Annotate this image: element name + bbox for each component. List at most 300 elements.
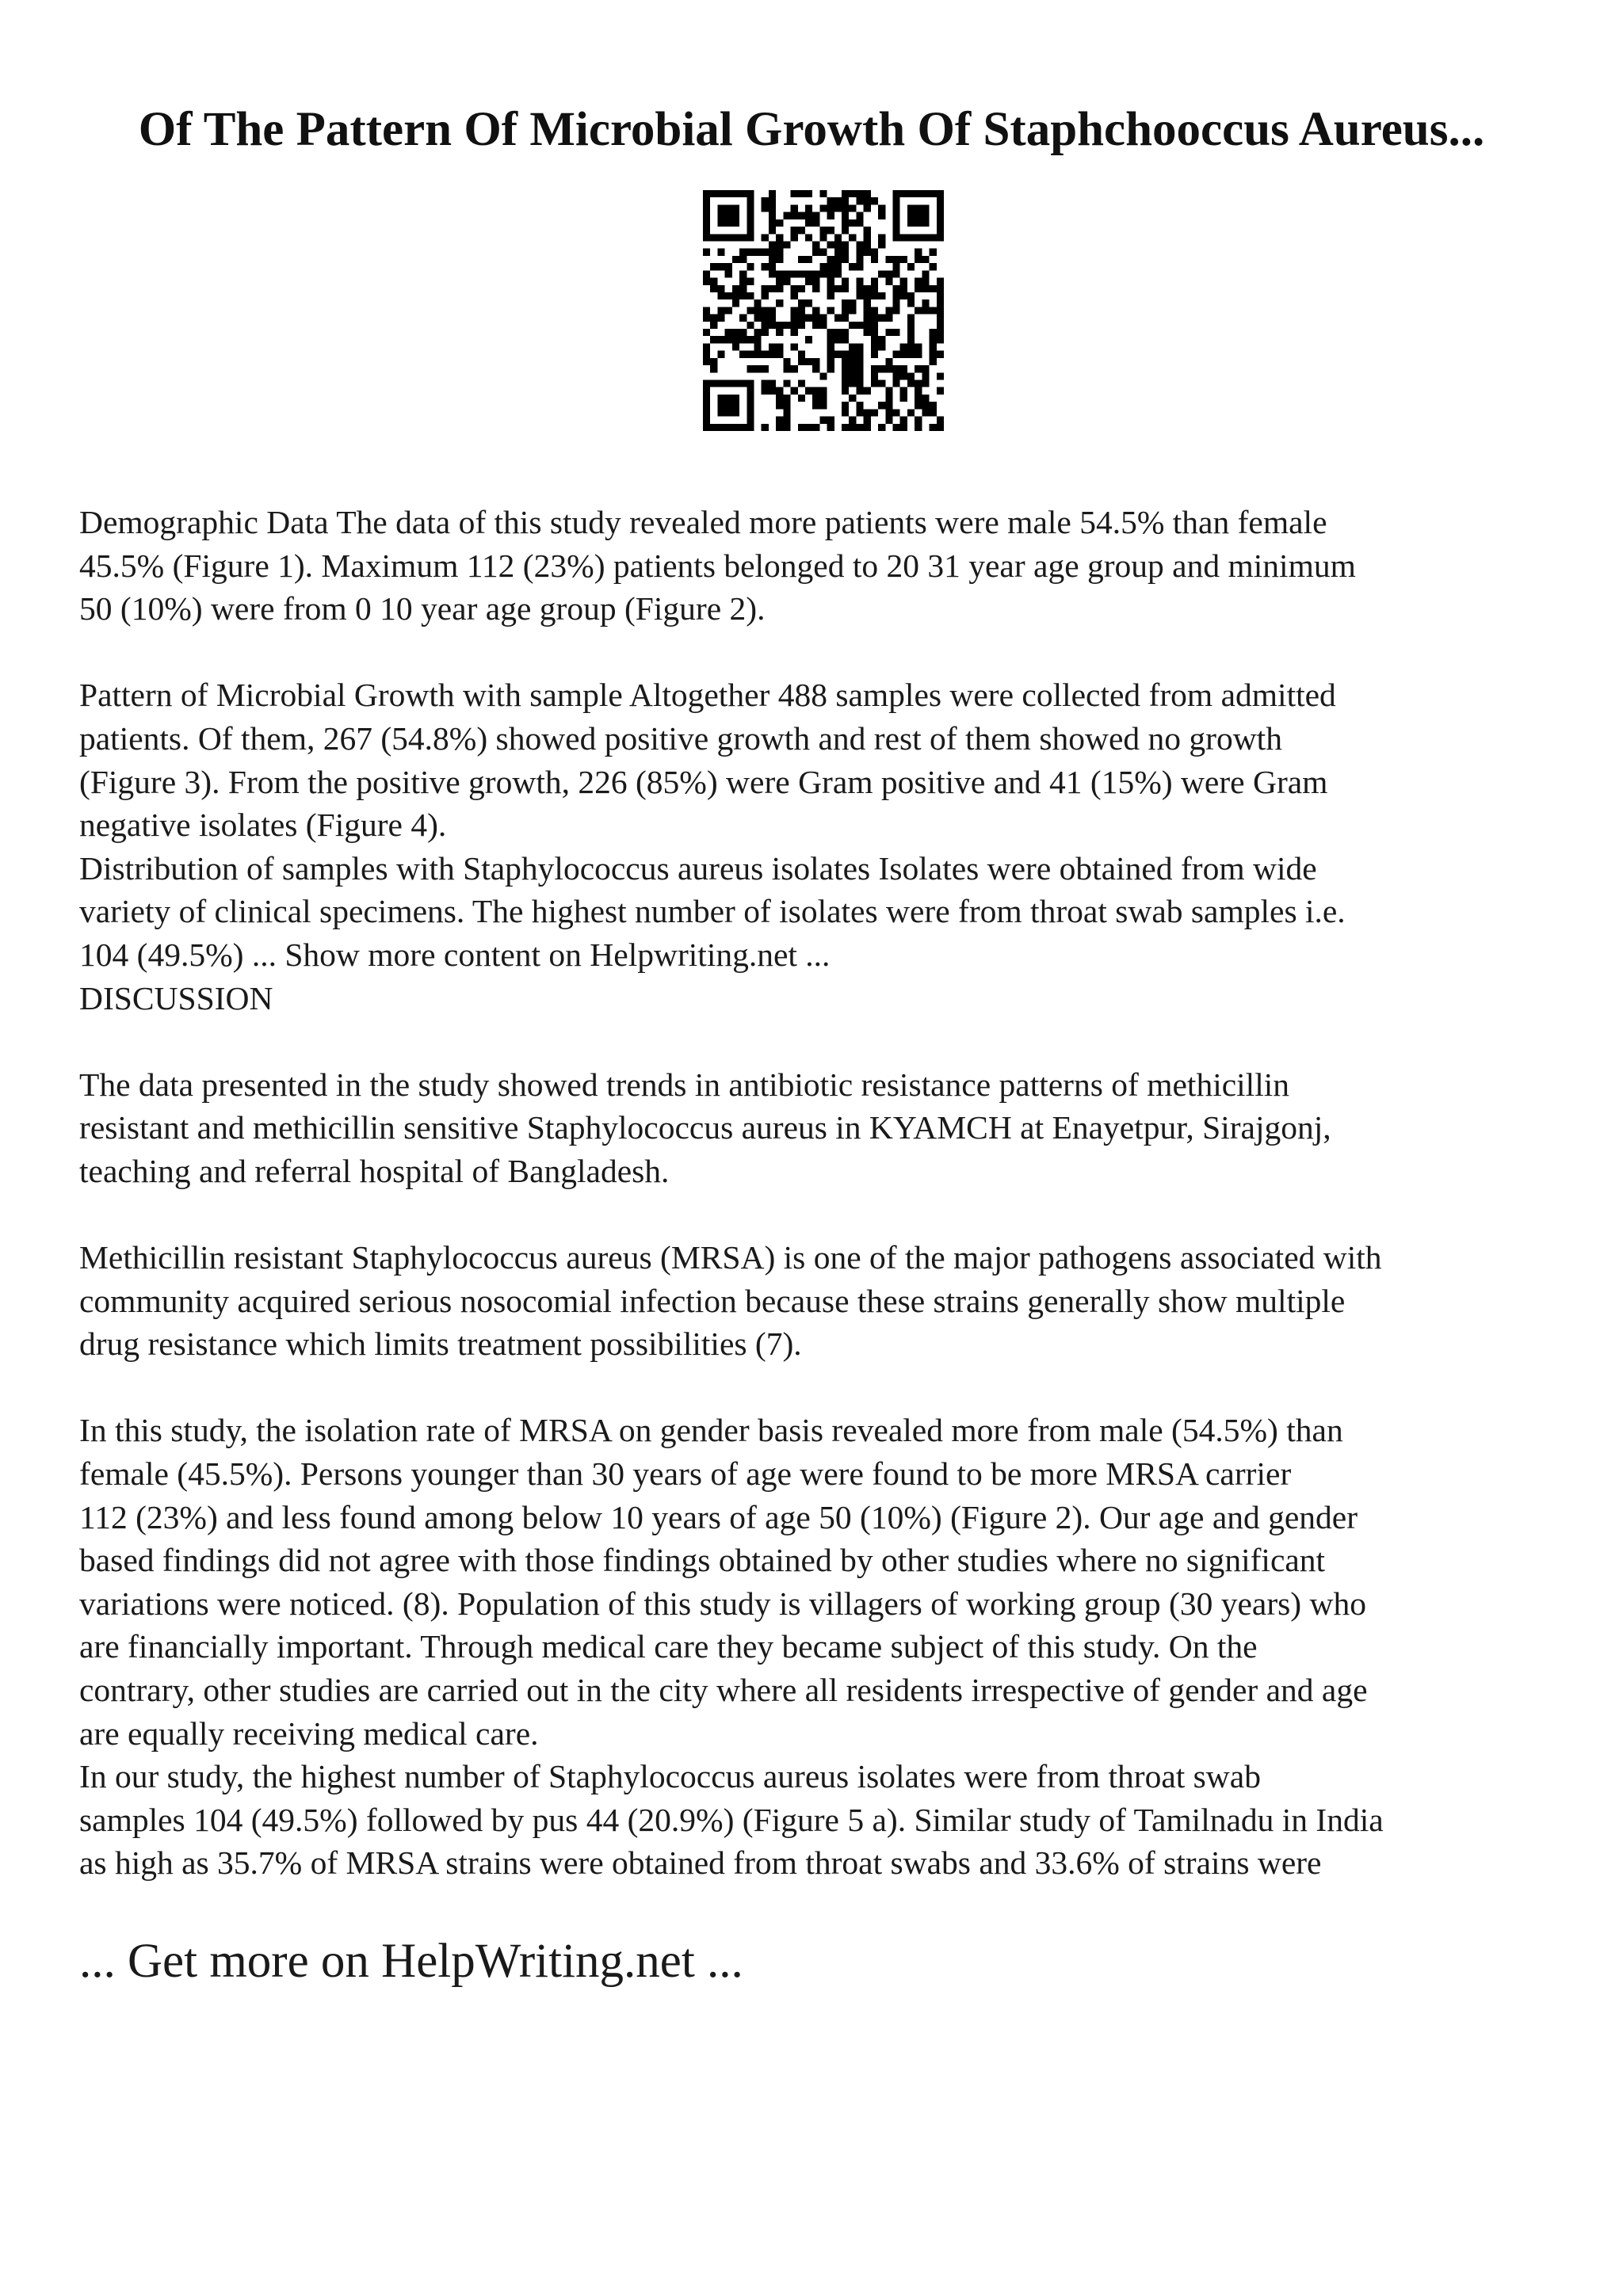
qr-module xyxy=(798,285,805,292)
qr-module xyxy=(842,409,849,416)
qr-module xyxy=(871,343,878,350)
qr-module xyxy=(819,322,827,329)
qr-module xyxy=(922,204,929,212)
qr-module xyxy=(732,256,739,263)
qr-module xyxy=(827,424,834,431)
qr-module xyxy=(922,285,929,292)
qr-module xyxy=(900,424,907,431)
paragraph-spacer xyxy=(79,1366,1553,1409)
qr-module xyxy=(739,351,747,358)
qr-module xyxy=(842,315,849,322)
qr-module xyxy=(937,204,944,212)
qr-module xyxy=(864,299,871,307)
qr-module xyxy=(849,204,856,212)
qr-module xyxy=(769,212,776,219)
qr-module xyxy=(915,387,922,395)
qr-module xyxy=(776,278,783,285)
qr-module xyxy=(798,351,805,358)
qr-module xyxy=(762,322,769,329)
qr-module xyxy=(747,395,754,402)
qr-module xyxy=(827,336,834,343)
qr-module xyxy=(819,204,827,212)
qr-module xyxy=(754,299,761,307)
qr-module xyxy=(747,212,754,219)
qr-module xyxy=(878,204,885,212)
qr-module xyxy=(776,270,783,277)
qr-module xyxy=(805,219,812,227)
qr-module xyxy=(732,204,739,212)
qr-module xyxy=(769,227,776,234)
qr-module xyxy=(725,380,732,387)
qr-module xyxy=(725,219,732,227)
qr-module xyxy=(762,263,769,270)
qr-module xyxy=(937,315,944,322)
qr-module xyxy=(893,256,900,263)
qr-module xyxy=(856,358,863,365)
qr-module xyxy=(812,270,819,277)
qr-module xyxy=(864,424,871,431)
qr-module xyxy=(754,351,761,358)
qr-module xyxy=(937,299,944,307)
qr-module xyxy=(856,197,863,204)
qr-module xyxy=(812,402,819,409)
qr-module xyxy=(827,365,834,372)
qr-module xyxy=(776,402,783,409)
qr-module xyxy=(717,212,724,219)
qr-module xyxy=(842,197,849,204)
qr-module xyxy=(930,343,937,350)
qr-module xyxy=(827,197,834,204)
qr-module xyxy=(754,329,761,336)
qr-module xyxy=(754,336,761,343)
qr-module xyxy=(805,336,812,343)
qr-module xyxy=(878,270,885,277)
qr-module xyxy=(900,387,907,395)
qr-module xyxy=(703,234,710,241)
qr-module xyxy=(827,343,834,350)
qr-module xyxy=(900,351,907,358)
qr-module xyxy=(798,380,805,387)
qr-module xyxy=(827,329,834,336)
qr-module xyxy=(915,219,922,227)
qr-module xyxy=(747,204,754,212)
qr-module xyxy=(812,424,819,431)
qr-module xyxy=(783,212,790,219)
qr-module xyxy=(827,241,834,248)
qr-module xyxy=(930,307,937,314)
qr-module xyxy=(812,278,819,285)
qr-module xyxy=(747,219,754,227)
qr-module xyxy=(798,307,805,314)
qr-module xyxy=(878,212,885,219)
qr-module xyxy=(725,402,732,409)
qr-module xyxy=(805,256,812,263)
qr-module xyxy=(856,263,863,270)
qr-module xyxy=(864,322,871,329)
qr-module xyxy=(893,285,900,292)
qr-module xyxy=(871,380,878,387)
qr-module xyxy=(849,307,856,314)
qr-module xyxy=(842,278,849,285)
qr-module xyxy=(930,336,937,343)
qr-module xyxy=(842,387,849,395)
qr-module xyxy=(732,234,739,241)
qr-module xyxy=(725,204,732,212)
qr-module xyxy=(842,307,849,314)
qr-module xyxy=(937,292,944,299)
qr-module xyxy=(812,358,819,365)
qr-module xyxy=(710,336,717,343)
qr-module xyxy=(732,409,739,416)
qr-module xyxy=(703,417,710,424)
qr-module xyxy=(725,234,732,241)
qr-module xyxy=(769,249,776,256)
qr-module xyxy=(769,351,776,358)
paragraph-throat-swab: In our study, the highest number of Staphylococcus aureus isolates were from throat swab samples 104 (49.5%) followed by pus 44 (20.9%) (Figure 5 a). Similar study of Tamilnadu in India as high as 35.7% of MRSA strains were obtained from throat swabs and 33.6% of strains were xyxy=(79,1758,1384,1882)
qr-module xyxy=(856,219,863,227)
qr-module xyxy=(703,204,710,212)
qr-module xyxy=(739,270,747,277)
qr-module xyxy=(878,241,885,248)
qr-module xyxy=(747,336,754,343)
qr-module xyxy=(703,409,710,416)
qr-module xyxy=(937,336,944,343)
qr-module xyxy=(856,409,863,416)
qr-module xyxy=(930,351,937,358)
qr-module xyxy=(710,278,717,285)
qr-module xyxy=(885,278,892,285)
qr-module xyxy=(798,315,805,322)
qr-module xyxy=(798,424,805,431)
qr-module xyxy=(791,234,798,241)
qr-module xyxy=(798,299,805,307)
qr-module xyxy=(812,315,819,322)
qr-module xyxy=(747,417,754,424)
qr-module xyxy=(937,329,944,336)
qr-module xyxy=(893,212,900,219)
qr-module xyxy=(893,307,900,314)
qr-module xyxy=(703,190,710,197)
qr-module xyxy=(769,307,776,314)
qr-module xyxy=(747,197,754,204)
paragraph-demographic-data: Demographic Data The data of this study revealed more patients were male 54.5% than female 45.5% (Figure 1). Maximum 112 (23%) patients belonged to 20 31 year age group and minimum 50 (10%) were from 0 10 year age group (Figure 2). xyxy=(79,504,1356,627)
qr-module xyxy=(900,256,907,263)
qr-module xyxy=(776,387,783,395)
qr-module xyxy=(717,263,724,270)
qr-module xyxy=(849,372,856,379)
qr-module xyxy=(834,351,842,358)
qr-module xyxy=(812,387,819,395)
paragraph-spacer xyxy=(79,631,1553,674)
qr-module xyxy=(930,358,937,365)
qr-module xyxy=(703,270,710,277)
qr-module xyxy=(827,263,834,270)
qr-module xyxy=(791,270,798,277)
qr-module xyxy=(856,402,863,409)
document-body xyxy=(79,501,1553,1885)
qr-module xyxy=(703,278,710,285)
qr-module xyxy=(864,409,871,416)
qr-module xyxy=(739,256,747,263)
qr-module xyxy=(842,204,849,212)
qr-module xyxy=(915,417,922,424)
qr-module xyxy=(739,424,747,431)
qr-module xyxy=(710,315,717,322)
qr-module xyxy=(798,190,805,197)
qr-module xyxy=(937,212,944,219)
qr-module xyxy=(893,190,900,197)
qr-module xyxy=(747,190,754,197)
qr-module xyxy=(819,315,827,322)
qr-module xyxy=(798,395,805,402)
qr-module xyxy=(842,241,849,248)
qr-module xyxy=(922,402,929,409)
qr-module xyxy=(856,241,863,248)
qr-module xyxy=(717,315,724,322)
qr-module xyxy=(849,219,856,227)
qr-module xyxy=(878,315,885,322)
qr-module xyxy=(739,278,747,285)
qr-module xyxy=(717,249,724,256)
qr-module xyxy=(791,343,798,350)
qr-module xyxy=(783,417,790,424)
qr-module xyxy=(754,307,761,314)
qr-module xyxy=(747,424,754,431)
qr-module xyxy=(885,417,892,424)
qr-module xyxy=(791,387,798,395)
qr-module xyxy=(885,387,892,395)
qr-module xyxy=(739,292,747,299)
qr-module xyxy=(827,227,834,234)
qr-module xyxy=(900,190,907,197)
qr-module xyxy=(937,387,944,395)
qr-module xyxy=(856,278,863,285)
qr-module xyxy=(937,197,944,204)
qr-module xyxy=(710,358,717,365)
qr-module xyxy=(842,351,849,358)
qr-module xyxy=(834,263,842,270)
qr-module xyxy=(776,285,783,292)
qr-module xyxy=(710,234,717,241)
qr-module xyxy=(871,285,878,292)
qr-module xyxy=(791,212,798,219)
qr-module xyxy=(717,380,724,387)
qr-module xyxy=(725,307,732,314)
qr-module xyxy=(871,292,878,299)
qr-module xyxy=(819,372,827,379)
qr-module xyxy=(717,336,724,343)
qr-module xyxy=(842,227,849,234)
qr-module xyxy=(805,387,812,395)
qr-module xyxy=(922,299,929,307)
qr-module xyxy=(769,343,776,350)
qr-module xyxy=(871,315,878,322)
qr-module xyxy=(871,249,878,256)
qr-module xyxy=(834,204,842,212)
qr-module xyxy=(842,380,849,387)
qr-module xyxy=(930,263,937,270)
qr-module xyxy=(907,190,915,197)
qr-module xyxy=(856,365,863,372)
qr-module xyxy=(762,292,769,299)
qr-module xyxy=(842,212,849,219)
qr-module xyxy=(769,204,776,212)
qr-module xyxy=(717,395,724,402)
qr-module xyxy=(849,234,856,241)
qr-module xyxy=(864,204,871,212)
qr-module xyxy=(915,249,922,256)
qr-module xyxy=(871,322,878,329)
qr-module xyxy=(703,315,710,322)
qr-module xyxy=(819,417,827,424)
qr-module xyxy=(747,365,754,372)
qr-module xyxy=(805,234,812,241)
qr-module xyxy=(900,285,907,292)
qr-module xyxy=(783,402,790,409)
qr-module xyxy=(864,417,871,424)
qr-module xyxy=(842,285,849,292)
qr-module xyxy=(798,270,805,277)
qr-module xyxy=(856,256,863,263)
qr-module xyxy=(791,329,798,336)
qr-module xyxy=(703,197,710,204)
qr-module xyxy=(849,351,856,358)
qr-module xyxy=(885,329,892,336)
qr-module xyxy=(885,395,892,402)
qr-module xyxy=(739,315,747,322)
qr-module xyxy=(937,190,944,197)
qr-module xyxy=(849,395,856,402)
qr-module xyxy=(922,365,929,372)
qr-module xyxy=(703,351,710,358)
paragraph-isolation-rate: In this study, the isolation rate of MRSA on gender basis revealed more from male (54.5%) than female (45.5%). Persons younger than 30 years of age were found to be more MRSA carrier 112 (23%) and less found among below 10 years of age 50 (10%) (Figure 2). Our age and gender based findings did not agree with those findings obtained by other studies where no significant variations were noticed. (8). Population of this study is villagers of working group (30 years) who are financially important. Through medical care they became subject of this study. On the contrary, other studies are carried out in the city where all residents irrespective of gender and age are equally receiving medical care. xyxy=(79,1412,1368,1752)
qr-module xyxy=(769,387,776,395)
qr-module xyxy=(871,372,878,379)
qr-module xyxy=(703,227,710,234)
qr-module xyxy=(762,204,769,212)
qr-module xyxy=(732,212,739,219)
qr-module xyxy=(922,256,929,263)
paragraph-mrsa-pathogen: Methicillin resistant Staphylococcus aureus (MRSA) is one of the major pathogens associated with community acquired serious nosocomial infection because these strains generally show multiple drug resistance which limits treatment possibilities (7). xyxy=(79,1239,1382,1363)
qr-module xyxy=(893,270,900,277)
qr-module xyxy=(703,329,710,336)
qr-module xyxy=(871,329,878,336)
qr-module xyxy=(930,190,937,197)
qr-module xyxy=(922,395,929,402)
qr-module xyxy=(769,197,776,204)
qr-module xyxy=(710,190,717,197)
qr-module xyxy=(893,197,900,204)
qr-module xyxy=(871,351,878,358)
qr-module xyxy=(805,190,812,197)
qr-module xyxy=(907,315,915,322)
qr-module xyxy=(856,292,863,299)
qr-code-icon[interactable] xyxy=(703,190,944,431)
qr-module xyxy=(762,249,769,256)
qr-module xyxy=(893,234,900,241)
qr-module xyxy=(930,409,937,416)
qr-module xyxy=(915,256,922,263)
qr-module xyxy=(703,307,710,314)
qr-module xyxy=(717,351,724,358)
qr-module xyxy=(893,292,900,299)
qr-module xyxy=(783,241,790,248)
qr-module xyxy=(703,380,710,387)
qr-module xyxy=(922,234,929,241)
qr-module xyxy=(710,365,717,372)
qr-module xyxy=(769,322,776,329)
qr-module xyxy=(732,292,739,299)
qr-module xyxy=(937,307,944,314)
qr-module xyxy=(849,380,856,387)
qr-module xyxy=(754,365,761,372)
qr-module xyxy=(856,285,863,292)
qr-module xyxy=(717,190,724,197)
qr-module xyxy=(930,424,937,431)
qr-module xyxy=(739,249,747,256)
qr-module xyxy=(812,285,819,292)
qr-module xyxy=(769,263,776,270)
qr-module xyxy=(762,285,769,292)
qr-module xyxy=(791,307,798,314)
qr-module xyxy=(907,292,915,299)
qr-module xyxy=(783,365,790,372)
qr-module xyxy=(710,380,717,387)
qr-module xyxy=(885,365,892,372)
qr-module xyxy=(805,204,812,212)
qr-module xyxy=(842,372,849,379)
qr-module xyxy=(776,417,783,424)
get-more-link[interactable]: ... Get more on HelpWriting.net ... xyxy=(79,1935,743,1988)
qr-module xyxy=(907,219,915,227)
qr-module xyxy=(805,358,812,365)
qr-module xyxy=(805,278,812,285)
qr-module xyxy=(842,358,849,365)
qr-module xyxy=(937,285,944,292)
qr-module xyxy=(849,299,856,307)
qr-module xyxy=(922,278,929,285)
qr-module xyxy=(725,395,732,402)
qr-module xyxy=(922,270,929,277)
qr-module xyxy=(717,409,724,416)
qr-module xyxy=(732,190,739,197)
qr-module xyxy=(834,285,842,292)
qr-module xyxy=(732,299,739,307)
qr-module xyxy=(849,190,856,197)
qr-module xyxy=(827,292,834,299)
qr-module xyxy=(930,249,937,256)
qr-module xyxy=(893,365,900,372)
qr-module xyxy=(871,336,878,343)
qr-module xyxy=(769,219,776,227)
qr-module xyxy=(885,409,892,416)
qr-module xyxy=(783,395,790,402)
qr-module xyxy=(900,234,907,241)
qr-module xyxy=(725,329,732,336)
qr-module xyxy=(783,270,790,277)
qr-module xyxy=(776,299,783,307)
qr-module xyxy=(878,402,885,409)
qr-module xyxy=(842,336,849,343)
qr-module xyxy=(871,197,878,204)
paragraph-spacer xyxy=(79,1020,1553,1063)
qr-module xyxy=(849,365,856,372)
qr-module xyxy=(798,358,805,365)
qr-module xyxy=(819,263,827,270)
qr-module xyxy=(776,256,783,263)
qr-module xyxy=(922,372,929,379)
qr-module xyxy=(856,190,863,197)
